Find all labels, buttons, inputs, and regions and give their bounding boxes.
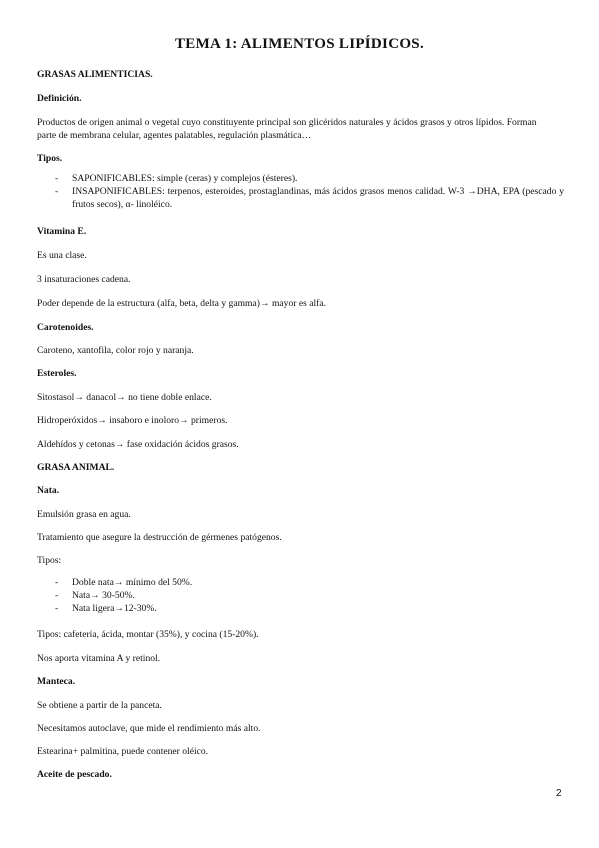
list-item: - SAPONIFICABLES: simple (ceras) y complejos (ésteres). bbox=[37, 172, 564, 185]
list-item: - Nata→ 30-50%. bbox=[37, 589, 564, 602]
text-manteca-2: Necesitamos autoclave, que mide el rendimiento más alto. bbox=[37, 723, 261, 734]
tipos-list-wrapper bbox=[37, 172, 564, 211]
text-nata-5: Nos aporta vitamina A y retinol. bbox=[37, 653, 161, 664]
text-manteca-3: Estearina+ palmitina, puede contener oléico. bbox=[37, 746, 209, 757]
heading-nata: Nata. bbox=[37, 485, 60, 496]
section-heading-grasas-alimenticias: GRASAS ALIMENTICIAS. bbox=[37, 69, 153, 80]
text-esteroles-3: Aldehídos y cetonas→ fase oxidación ácidos grasos. bbox=[37, 439, 239, 450]
text-esteroles-2: Hidroperóxidos→ insaboro e inoloro→ primeros. bbox=[37, 415, 228, 426]
paragraph-definicion bbox=[37, 116, 564, 142]
heading-carotenoides: Carotenoides. bbox=[37, 322, 94, 333]
text-esteroles-1: Sitostasol→ danacol→ no tiene doble enlace. bbox=[37, 392, 212, 403]
list-item: - Doble nata→ mínimo del 50%. bbox=[37, 576, 564, 589]
heading-esteroles: Esteroles. bbox=[37, 368, 77, 379]
text-vitamina-e-2: 3 insaturaciones cadena. bbox=[37, 274, 131, 285]
text-nata-2: Tratamiento que asegure la destrucción de gérmenes patógenos. bbox=[37, 532, 282, 543]
text-manteca-1: Se obtiene a partir de la panceta. bbox=[37, 700, 162, 711]
heading-manteca: Manteca. bbox=[37, 676, 76, 687]
tipos-list bbox=[37, 172, 564, 211]
paragraph-definicion-line-2: parte de membrana celular, agentes palatables, regulación plasmática… bbox=[37, 130, 312, 141]
nata-list-wrapper bbox=[37, 576, 564, 615]
list-item: - INSAPONIFICABLES: terpenos, esteroides, prostaglandinas, más ácidos grasos menos calidad. W-3 →DHA, EPA (pescado y frutos secos), α- linoléico. bbox=[37, 185, 564, 211]
heading-vitamina-e: Vitamina E. bbox=[37, 226, 87, 237]
text-vitamina-e-1: Es una clase. bbox=[37, 250, 87, 261]
heading-aceite-de-pescado: Aceite de pescado. bbox=[37, 769, 112, 780]
text-nata-3: Tipos: bbox=[37, 555, 62, 566]
text-carotenoides: Caroteno, xantofila, color rojo y naranja. bbox=[37, 345, 194, 356]
section-heading-grasa-animal: GRASA ANIMAL. bbox=[37, 462, 115, 473]
text-nata-4: Tipos: cafetería, ácida, montar (35%), y cocina (15-20%). bbox=[37, 629, 259, 640]
heading-definicion: Definición. bbox=[37, 93, 82, 104]
nata-list bbox=[37, 576, 564, 615]
text-nata-1: Emulsión grasa en agua. bbox=[37, 509, 131, 520]
paragraph-definicion-line-1: Productos de origen animal o vegetal cuyo constituyente principal son glicéridos naturales y ácidos grasos y otros lípidos. Forman bbox=[37, 117, 537, 128]
page-title: TEMA 1: ALIMENTOS LIPÍDICOS. bbox=[174, 36, 424, 52]
page-number: 2 bbox=[556, 788, 562, 799]
text-vitamina-e-3: Poder depende de la estructura (alfa, beta, delta y gamma)→ mayor es alfa. bbox=[37, 298, 327, 309]
list-item: - Nata ligera→12-30%. bbox=[37, 602, 564, 615]
heading-tipos: Tipos. bbox=[37, 153, 63, 164]
